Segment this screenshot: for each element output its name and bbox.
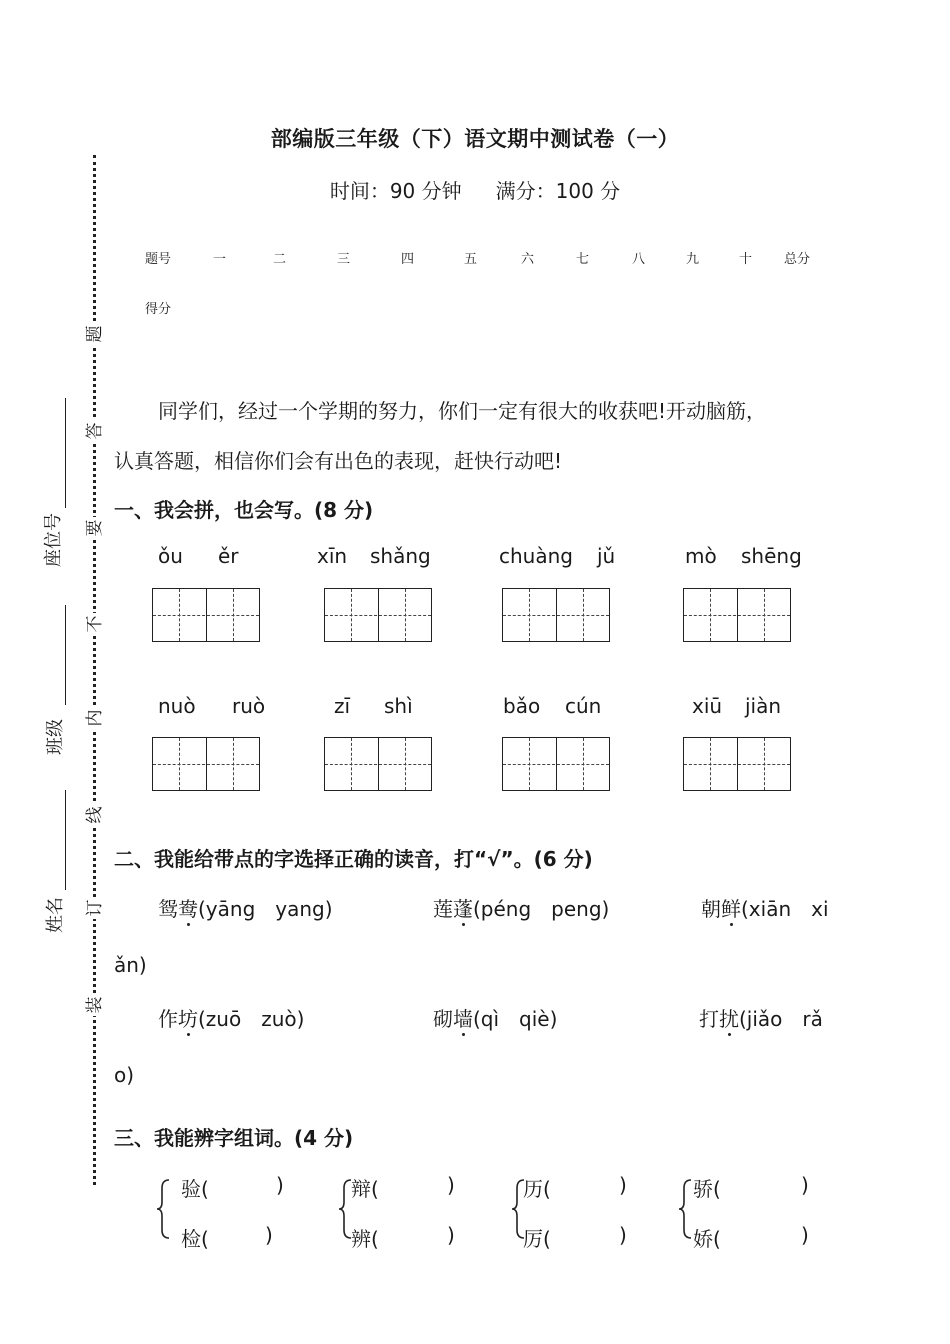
pinyin: shǎng xyxy=(370,544,431,568)
word-pair-top: 验( xyxy=(181,1177,209,1201)
class-underline xyxy=(65,605,66,705)
section-3-title: 三、我能辨字组词。(4 分) xyxy=(114,1126,354,1150)
char: 作 xyxy=(158,1007,178,1031)
score-header: 总分 xyxy=(784,252,811,267)
exam-time: 时间：90 分钟 xyxy=(329,179,462,203)
char: 莲 xyxy=(433,897,453,921)
writing-box[interactable] xyxy=(683,737,791,791)
score-header: 一 xyxy=(213,252,227,267)
intro-line-2: 认真答题，相信你们会有出色的表现，赶快行动吧! xyxy=(114,449,563,473)
binding-char: 内 xyxy=(84,707,106,729)
close-paren: ) xyxy=(447,1173,455,1197)
brace-icon xyxy=(155,1178,171,1240)
reading-item xyxy=(158,893,333,922)
pinyin: ěr xyxy=(218,544,239,568)
section-2-title: 二、我能给带点的字选择正确的读音，打“√”。(6 分) xyxy=(114,847,593,871)
wrap-text: ǎn) xyxy=(114,953,147,977)
binding-char: 订 xyxy=(84,897,106,919)
pinyin: mò xyxy=(685,544,717,568)
wrap-text: o) xyxy=(114,1063,135,1087)
score-header: 三 xyxy=(337,252,351,267)
pinyin: bǎo xyxy=(503,694,541,718)
word-pair-top: 历( xyxy=(523,1177,551,1201)
dotted-char: 鲜 xyxy=(721,893,741,922)
score-row-label: 得分 xyxy=(145,302,172,317)
dotted-char: 扰 xyxy=(719,1003,739,1032)
name-label: 姓名 xyxy=(45,897,66,933)
close-paren: ) xyxy=(801,1173,809,1197)
close-paren: ) xyxy=(276,1173,284,1197)
page-title: 部编版三年级（下）语文期中测试卷（一） xyxy=(270,127,680,151)
binding-char: 答 xyxy=(84,420,106,442)
pinyin: jǔ xyxy=(597,544,616,568)
word-pair-top: 骄( xyxy=(693,1177,721,1201)
pinyin-options[interactable]: (jiǎo rǎ xyxy=(739,1007,823,1031)
reading-item xyxy=(699,1003,823,1032)
pinyin: cún xyxy=(565,694,602,718)
writing-box[interactable] xyxy=(502,737,610,791)
binding-char: 不 xyxy=(84,613,106,635)
score-header: 八 xyxy=(632,252,646,267)
dotted-char: 鸯 xyxy=(178,893,198,922)
section-1-title: 一、我会拼，也会写。(8 分) xyxy=(114,498,374,522)
char: 鸳 xyxy=(158,897,178,921)
reading-item xyxy=(433,893,609,922)
writing-box[interactable] xyxy=(152,737,260,791)
pinyin: ǒu xyxy=(158,544,183,568)
score-header: 题号 xyxy=(145,252,172,267)
binding-char: 要 xyxy=(84,517,106,539)
pinyin: jiàn xyxy=(745,694,782,718)
score-header: 二 xyxy=(273,252,287,267)
pinyin-options[interactable]: (qì qiè) xyxy=(473,1007,558,1031)
seat-label: 座位号 xyxy=(43,513,64,567)
dotted-char: 蓬 xyxy=(453,893,473,922)
reading-item xyxy=(433,1003,557,1032)
pinyin: zī xyxy=(334,694,351,718)
pinyin-options[interactable]: (zuō zuò) xyxy=(198,1007,305,1031)
writing-box[interactable] xyxy=(324,588,432,642)
close-paren: ) xyxy=(447,1223,455,1247)
reading-item xyxy=(701,893,829,922)
close-paren: ) xyxy=(619,1173,627,1197)
binding-char: 装 xyxy=(84,994,106,1016)
name-underline xyxy=(65,790,66,890)
char: 打 xyxy=(699,1007,719,1031)
class-label: 班级 xyxy=(45,719,66,755)
pinyin: shēng xyxy=(741,544,802,568)
char: 朝 xyxy=(701,897,721,921)
exam-info xyxy=(0,175,950,204)
score-header: 六 xyxy=(521,252,535,267)
intro-line-1: 同学们，经过一个学期的努力，你们一定有很大的收获吧!开动脑筋， xyxy=(158,399,767,423)
writing-box[interactable] xyxy=(152,588,260,642)
score-header: 九 xyxy=(686,252,700,267)
close-paren: ) xyxy=(801,1223,809,1247)
word-pair-bottom: 娇( xyxy=(693,1227,721,1251)
score-header: 七 xyxy=(576,252,590,267)
dotted-char: 墙 xyxy=(453,1003,473,1032)
binding-char: 线 xyxy=(84,804,106,826)
word-pair-bottom: 厉( xyxy=(523,1227,551,1251)
score-header: 五 xyxy=(464,252,478,267)
exam-score: 满分：100 分 xyxy=(495,179,621,203)
score-header: 十 xyxy=(739,252,753,267)
pinyin: chuàng xyxy=(499,544,573,568)
dotted-char: 坊 xyxy=(178,1003,198,1032)
binding-char: 题 xyxy=(84,323,106,345)
pinyin: shì xyxy=(384,694,413,718)
pinyin: ruò xyxy=(232,694,266,718)
binding-dotted-line xyxy=(93,155,96,1185)
pinyin-options[interactable]: (péng peng) xyxy=(473,897,610,921)
pinyin: xīn xyxy=(317,544,348,568)
pinyin: xiū xyxy=(692,694,723,718)
reading-item xyxy=(158,1003,304,1032)
writing-box[interactable] xyxy=(324,737,432,791)
writing-box[interactable] xyxy=(683,588,791,642)
seat-underline xyxy=(65,398,66,508)
pinyin-options[interactable]: (yāng yang) xyxy=(198,897,333,921)
close-paren: ) xyxy=(265,1223,273,1247)
pinyin-options[interactable]: (xiān xi xyxy=(741,897,829,921)
brace-icon xyxy=(677,1178,693,1240)
word-pair-bottom: 检( xyxy=(181,1227,209,1251)
char: 砌 xyxy=(433,1007,453,1031)
word-pair-top: 辩( xyxy=(351,1177,379,1201)
pinyin: nuò xyxy=(158,694,196,718)
word-pair-bottom: 辨( xyxy=(351,1227,379,1251)
close-paren: ) xyxy=(619,1223,627,1247)
writing-box[interactable] xyxy=(502,588,610,642)
score-header: 四 xyxy=(401,252,415,267)
